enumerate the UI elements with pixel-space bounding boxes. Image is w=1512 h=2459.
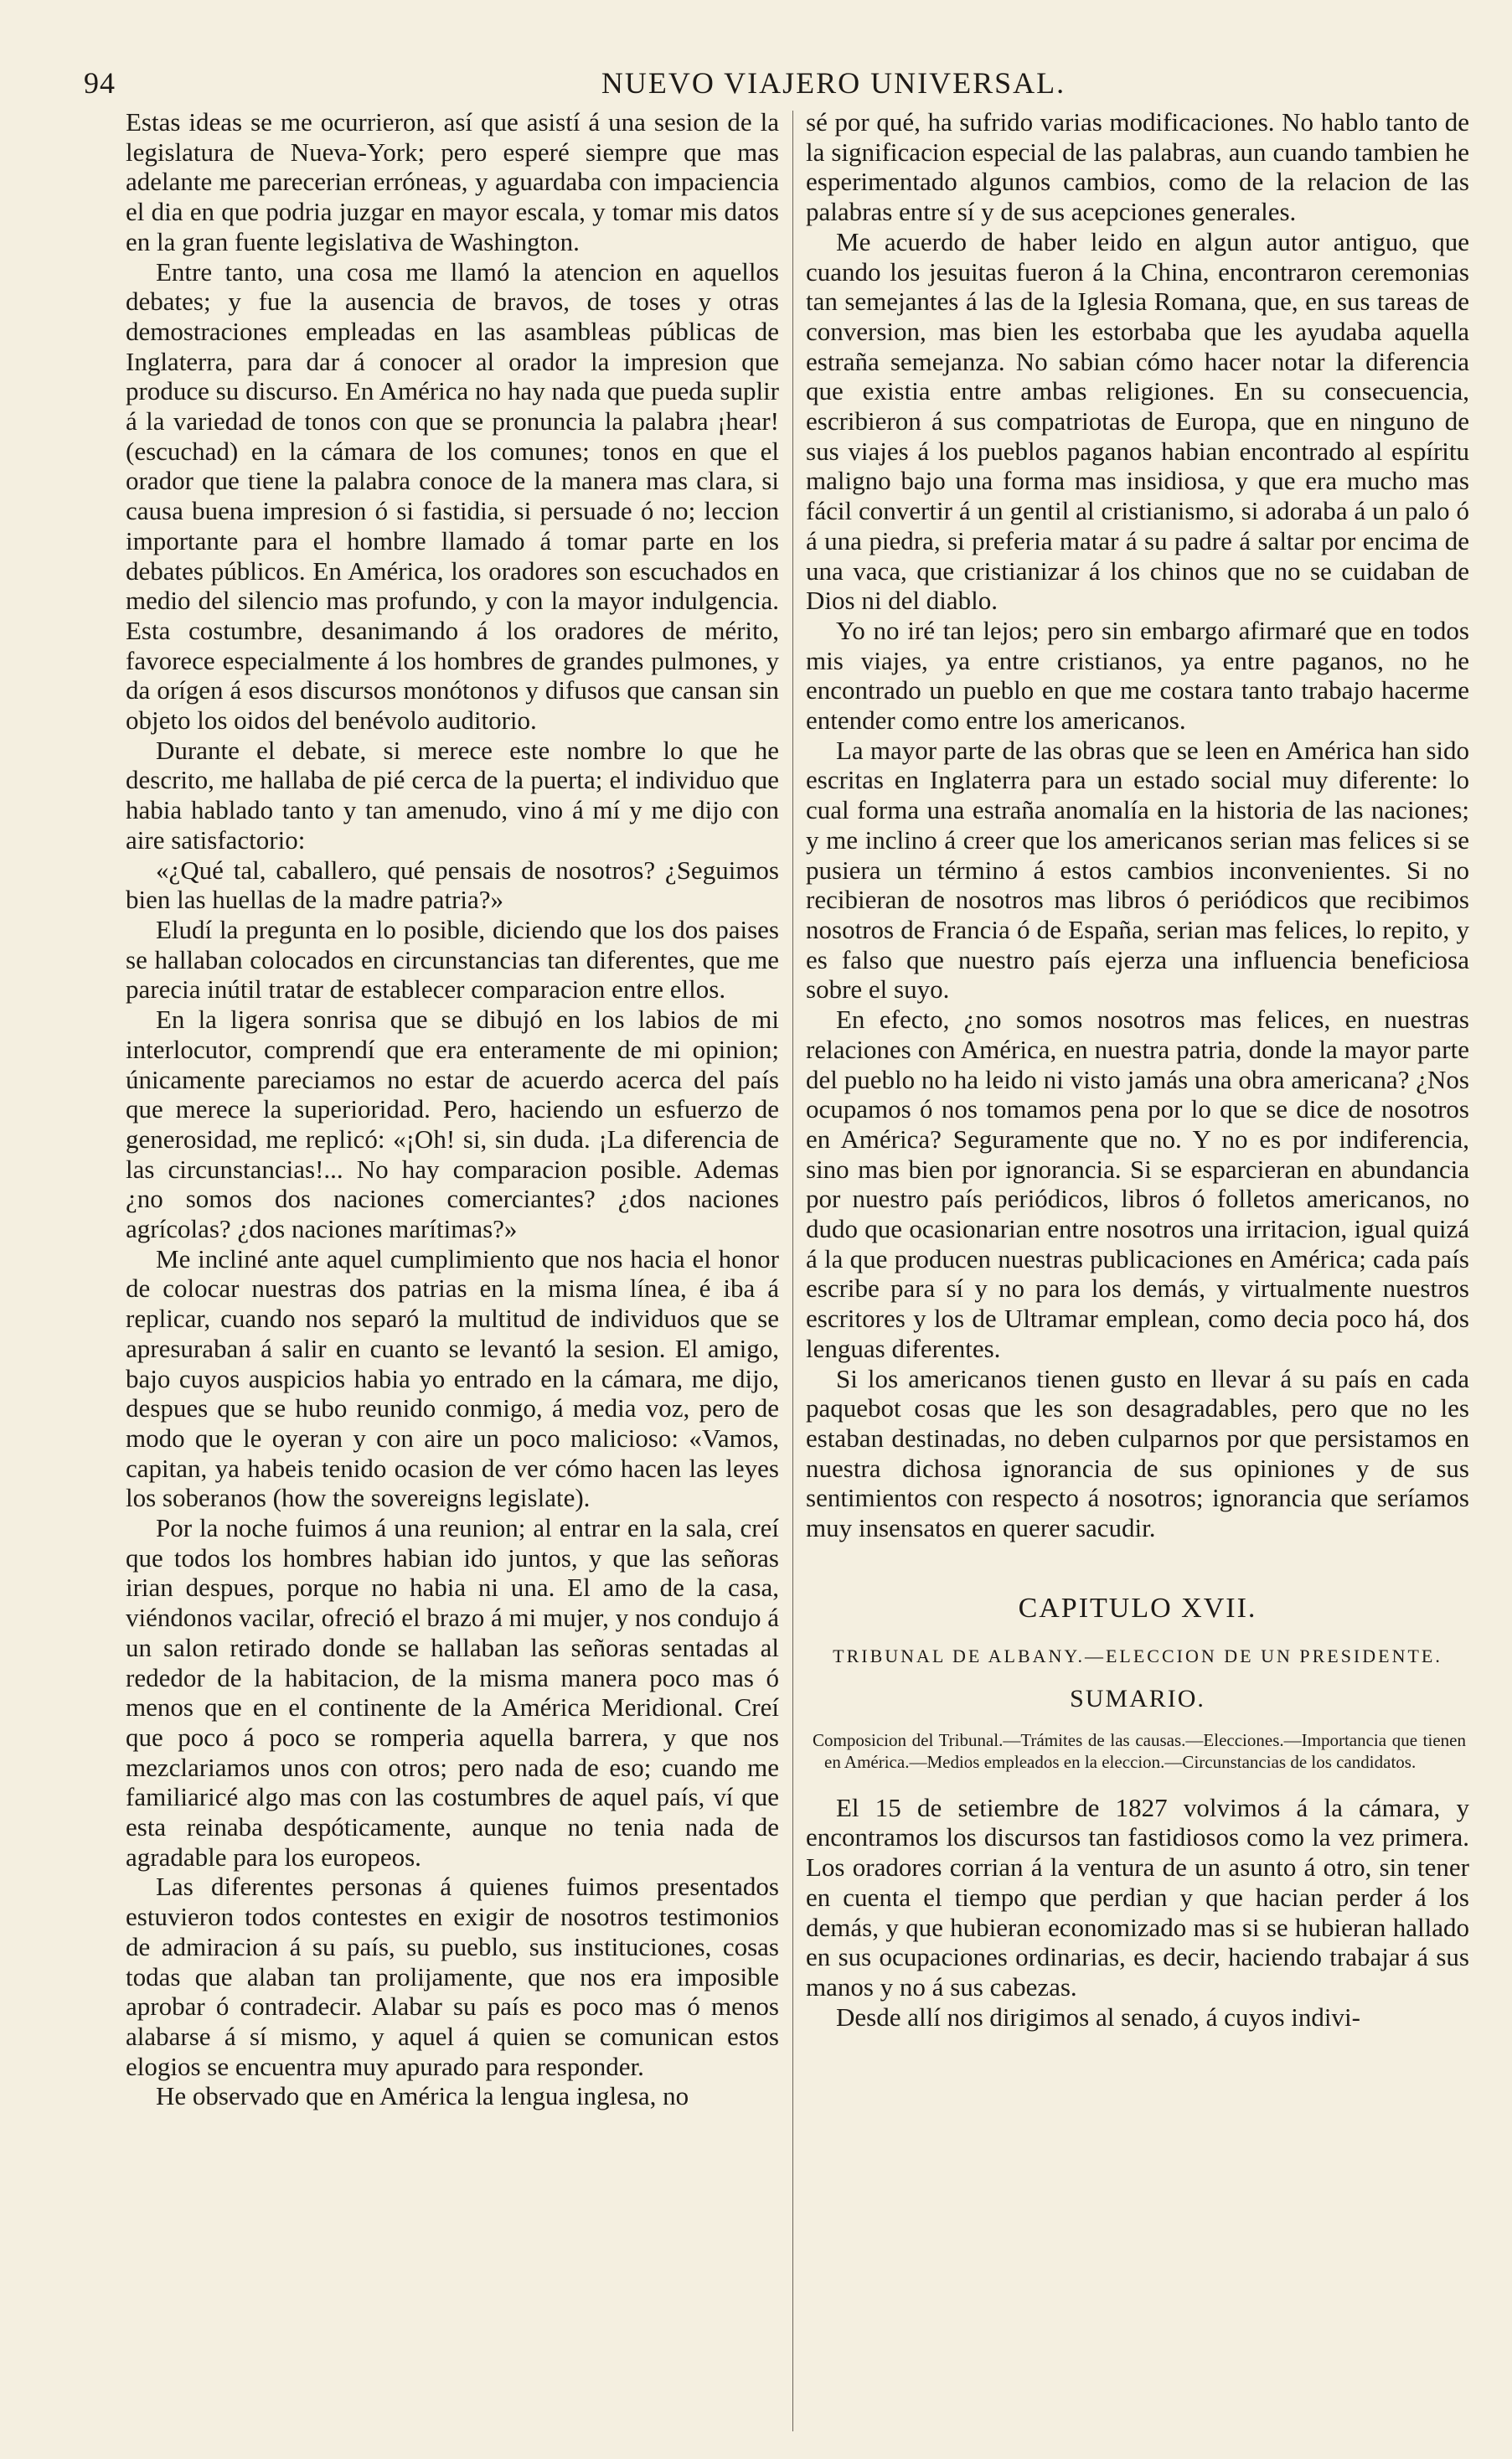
paragraph: En la ligera sonrisa que se dibujó en los labios de mi interlocutor, comprendí que era enteramente de mi opinion; únicamente pareciamos no estar de acuerdo acerca del país que merece la superioridad. Pero, haciendo un esfuerzo de generosidad, me replicó: «¡Oh! si, sin duda. ¡La diferencia de las circunstancias!... No hay comparacion posible. Ademas ¿no somos dos naciones comerciantes? ¿dos naciones agrícolas? ¿dos naciones marítimas?» bbox=[126, 1005, 779, 1244]
sumario-text: Composicion del Tribunal.—Trámites de las causas.—Elecciones.—Importancia que tienen en América.—Medios empleados en la eleccion.—Circunstancias de los candidatos. bbox=[813, 1729, 1466, 1772]
paragraph: Entre tanto, una cosa me llamó la atencion en aquellos debates; y fue la ausencia de bravos, de toses y otras demostraciones empleadas en las asambleas públicas de Inglaterra, para dar á conocer al orador la impresion que produce su discurso. En América no hay nada que pueda suplir á la variedad de tonos con que se pronuncia la palabra ¡hear! (escuchad) en la cámara de los comunes; tonos en que el orador que tiene la palabra conoce de la manera mas clara, si causa buena impresion ó si fastidia, si persuade ó no; leccion importante para el hombre llamado á tomar parte en los debates públicos. En América, los oradores son escuchados en medio del silencio mas profundo, y con la mayor indulgencia. Esta costumbre, desanimando á los oradores de mérito, favorece especialmente á los hombres de grandes pulmones, y da orígen á esos discursos monótonos y difusos que cansan sin objeto los oidos del benévolo auditorio. bbox=[126, 256, 779, 736]
running-title: NUEVO VIAJERO UNIVERSAL. bbox=[601, 66, 1066, 100]
paragraph: Estas ideas se me ocurrieron, así que asistí á una sesion de la legislatura de Nueva-York; pero esperé siempre que mas adelante me parecerian erróneas, y aguardaba con impaciencia el dia en que podria juzgar en mayor escala, y tomar mis datos en la gran fuente legislativa de Washington. bbox=[126, 107, 779, 256]
paragraph: «¿Qué tal, caballero, qué pensais de nosotros? ¿Seguimos bien las huellas de la madre patria?» bbox=[126, 855, 779, 915]
paragraph: sé por qué, ha sufrido varias modificaciones. No hablo tanto de la significacion especial de las palabras, aun cuando tambien he esperimentado algunos cambios, como de la relacion de las palabras entre sí y de sus acepciones generales. bbox=[806, 107, 1469, 227]
page-header bbox=[84, 65, 1474, 102]
paragraph: Si los americanos tienen gusto en llevar á su país en cada paquebot cosas que les son desagradables, pero que no les estaban destinadas, no deben culparnos por que persistamos en nuestra dichosa ignorancia de sus opiniones y de sus sentimientos con respecto á nosotros; ignorancia que seríamos muy insensatos en querer sacudir. bbox=[806, 1363, 1469, 1543]
chapter-title: CAPITULO XVII. bbox=[1018, 1592, 1257, 1624]
paragraph: He observado que en América la lengua inglesa, no bbox=[156, 2081, 689, 2111]
paragraph: Desde allí nos dirigimos al senado, á cuyos indivi- bbox=[836, 2002, 1360, 2032]
paragraph: La mayor parte de las obras que se leen en América han sido escritas en Inglaterra para un estado social muy diferente: lo cual forma una estraña anomalía en la historia de las naciones; y me inclino á creer que los americanos serian mas felices si se pusiera un término á estos cambios inconvenientes. Si no recibieran de nosotros mas libros ó periódicos que recibimos nosotros de Francia ó de España, serian mas felices, lo repito, y es falso que nuestro país ejerza una influencia beneficiosa sobre el suyo. bbox=[806, 735, 1469, 1005]
paragraph: Las diferentes personas á quienes fuimos presentados estuvieron todos contestes en exigir de nosotros testimonios de admiracion á su país, su pueblo, sus instituciones, cosas todas que alaban tan prolijamente, que nos era imposible aprobar ó contradecir. Alabar su país es poco mas ó menos alabarse á sí mismo, y aquel á quien se comunican estos elogios se encuentra muy apurado para responder. bbox=[126, 1872, 779, 2081]
paragraph: Durante el debate, si merece este nombre lo que he descrito, me hallaba de pié cerca de la puerta; el individuo que habia hablado tanto y tan amenudo, vino á mí y me dijo con aire satisfactorio: bbox=[126, 735, 779, 855]
left-column bbox=[126, 107, 779, 2436]
paragraph: Me incliné ante aquel cumplimiento que nos hacia el honor de colocar nuestras dos patrias en la misma línea, é iba á replicar, cuando nos separó la multitud de individuos que se apresuraban á salir en cuanto se levantó la sesion. El amigo, bajo cuyos auspicios habia yo entrado en la cámara, me dijo, despues que se hubo reunido conmigo, á media voz, pero de modo que le oyeran y con aire un poco malicioso: «Vamos, capitan, ya habeis tenido ocasion de ver cómo hacen las leyes los soberanos (how the sovereigns legislate). bbox=[126, 1243, 779, 1513]
paragraph: En efecto, ¿no somos nosotros mas felices, en nuestras relaciones con América, en nuestra patria, donde la mayor parte del pueblo no ha leido ni visto jamás una obra americana? ¿Nos ocupamos ó nos tomamos pena por lo que se dice de nosotros en América? Seguramente que no. Y no es por indiferencia, sino mas bien por ignorancia. Si se esparcieran en abundancia por nuestro país periódicos, libros ó folletos americanos, no dudo que ocasionarian entre nosotros una irritacion, igual quizá á la que producen nuestras publicaciones en América; cada país escribe para sí y no para los demás, y virtualmente nuestros escritores y los de Ultramar emplean, como decia poco há, dos lenguas diferentes. bbox=[806, 1005, 1469, 1363]
paragraph: Por la noche fuimos á una reunion; al entrar en la sala, creí que todos los hombres habian ido juntos, y que las señoras irian despues, porque no habia ni una. El amo de la casa, viéndonos vacilar, ofreció el brazo á mi mujer, y nos condujo á un salon retirado donde se hallaban las señoras sentadas al rededor de la habitacion, de la misma manera poco mas ó menos que en el continente de la América Meridional. Creí que poco á poco se romperia aquella barrera, y que nos mezclariamos unos con otros; pero nada de eso; cuando me familiaricé algo mas con las costumbres de aquel país, ví que esta reinaba despóticamente, aunque no tenia nada de agradable para los europeos. bbox=[126, 1513, 779, 1872]
paragraph: Eludí la pregunta en lo posible, diciendo que los dos paises se hallaban colocados en circunstancias tan diferentes, que me parecia inútil tratar de establecer comparacion entre ellos. bbox=[126, 914, 779, 1005]
page-number: 94 bbox=[84, 66, 116, 100]
chapter-topics: TRIBUNAL DE ALBANY.—ELECCION DE UN PRESIDENTE. bbox=[833, 1645, 1442, 1666]
column-divider bbox=[792, 111, 793, 2431]
paragraph: El 15 de setiembre de 1827 volvimos á la cámara, y encontramos los discursos tan fastidiosos como la vez primera. Los oradores corrian á la ventura de un asunto á otro, sin tener en cuenta el tiempo que perdian y que hacian perder á los demás, y que hubieran economizado mas si se hubieran hallado en sus ocupaciones ordinarias, es decir, haciendo trabajar á sus manos y no á sus cabezas. bbox=[806, 1792, 1469, 2002]
paragraph: Yo no iré tan lejos; pero sin embargo afirmaré que en todos mis viajes, ya entre cristianos, ya entre paganos, no he encontrado un pueblo en que me costara tanto trabajo hacerme entender como entre los americanos. bbox=[806, 615, 1469, 736]
sumario-title: SUMARIO. bbox=[1070, 1684, 1205, 1713]
paragraph: Me acuerdo de haber leido en algun autor antiguo, que cuando los jesuitas fueron á la China, encontraron ceremonias tan semejantes á las de la Iglesia Romana, que, en sus tareas de conversion, mas bien les estorbaba que les ayudaba aquella estraña semejanza. No sabian cómo hacer notar la diferencia que existia entre ambas religiones. En su consecuencia, escribieron á sus compatriotas de Europa, que en ninguno de sus viajes á los pueblos paganos habian encontrado al espíritu maligno bajo una forma mas insidiosa, y que era mucho mas fácil convertir á un gentil al cristianismo, si adoraba á un palo ó á una piedra, si preferia matar á su padre á saltar por encima de una vaca, que cristianizar á los chinos que no se cuidaban de Dios ni del diablo. bbox=[806, 226, 1469, 616]
right-column bbox=[806, 107, 1469, 2436]
